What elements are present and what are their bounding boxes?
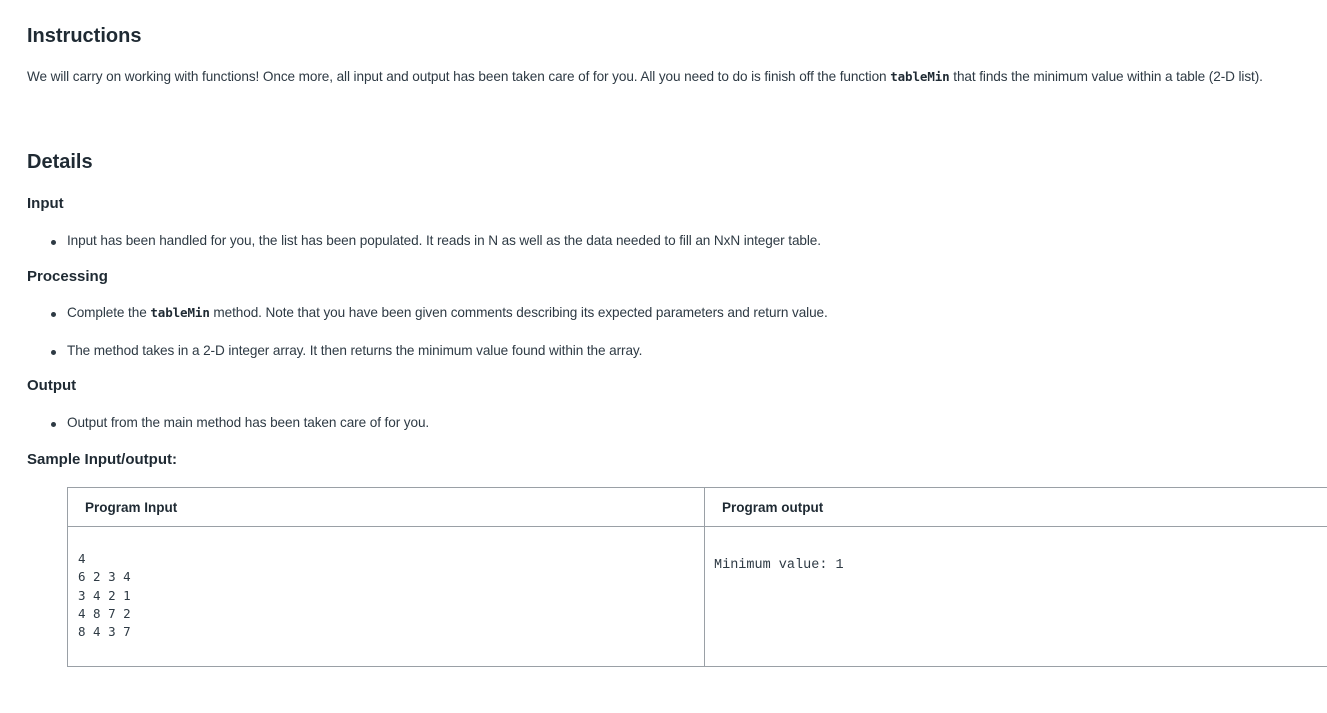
processing-bullet-item: The method takes in a 2-D integer array. It then returns the minimum value found within the array.	[27, 343, 642, 358]
program-input-text: 4 6 2 3 4 3 4 2 1 4 8 7 2 8 4 3 7	[78, 551, 131, 640]
output-bullet-item: Output from the main method has been taken care of for you.	[27, 415, 429, 430]
input-bullet-item: Input has been handled for you, the list has been populated. It reads in N as well as the data needed to fill an NxN integer table.	[27, 233, 821, 248]
program-input-cell	[68, 527, 705, 667]
program-output-cell	[705, 527, 1327, 667]
program-output-text: Minimum value: 1	[714, 558, 844, 573]
sample-table-row	[68, 527, 1327, 667]
processing-heading: Processing	[27, 268, 108, 285]
details-heading: Details	[27, 151, 93, 173]
processing-function-name-code: tableMin	[150, 305, 210, 320]
instructions-text-after: that finds the minimum value within a table (2-D list).	[949, 69, 1263, 84]
output-bullet-list	[27, 415, 429, 430]
processing-bullet-list	[27, 305, 828, 320]
processing-bullet1-before: Complete the	[67, 305, 151, 320]
instructions-paragraph	[27, 69, 1263, 84]
function-name-code: tableMin	[890, 69, 950, 84]
processing-bullet-list-2	[27, 343, 642, 358]
input-bullet-list	[27, 233, 821, 248]
instructions-heading: Instructions	[27, 25, 142, 47]
input-heading: Input	[27, 195, 64, 212]
output-heading: Output	[27, 377, 77, 394]
processing-bullet1-after: method. Note that you have been given comments describing its expected parameters and return value.	[209, 305, 828, 320]
instructions-text-before: We will carry on working with functions! Once more, all input and output has been taken care of for you. All you need to do is finish off the function	[27, 69, 891, 84]
sample-table-header-row	[68, 488, 1327, 527]
sample-io-heading: Sample Input/output:	[27, 451, 177, 468]
processing-bullet-item	[27, 305, 828, 320]
program-output-column-header: Program output	[705, 488, 1327, 527]
sample-io-table	[67, 487, 1327, 667]
program-input-column-header: Program Input	[68, 488, 705, 527]
